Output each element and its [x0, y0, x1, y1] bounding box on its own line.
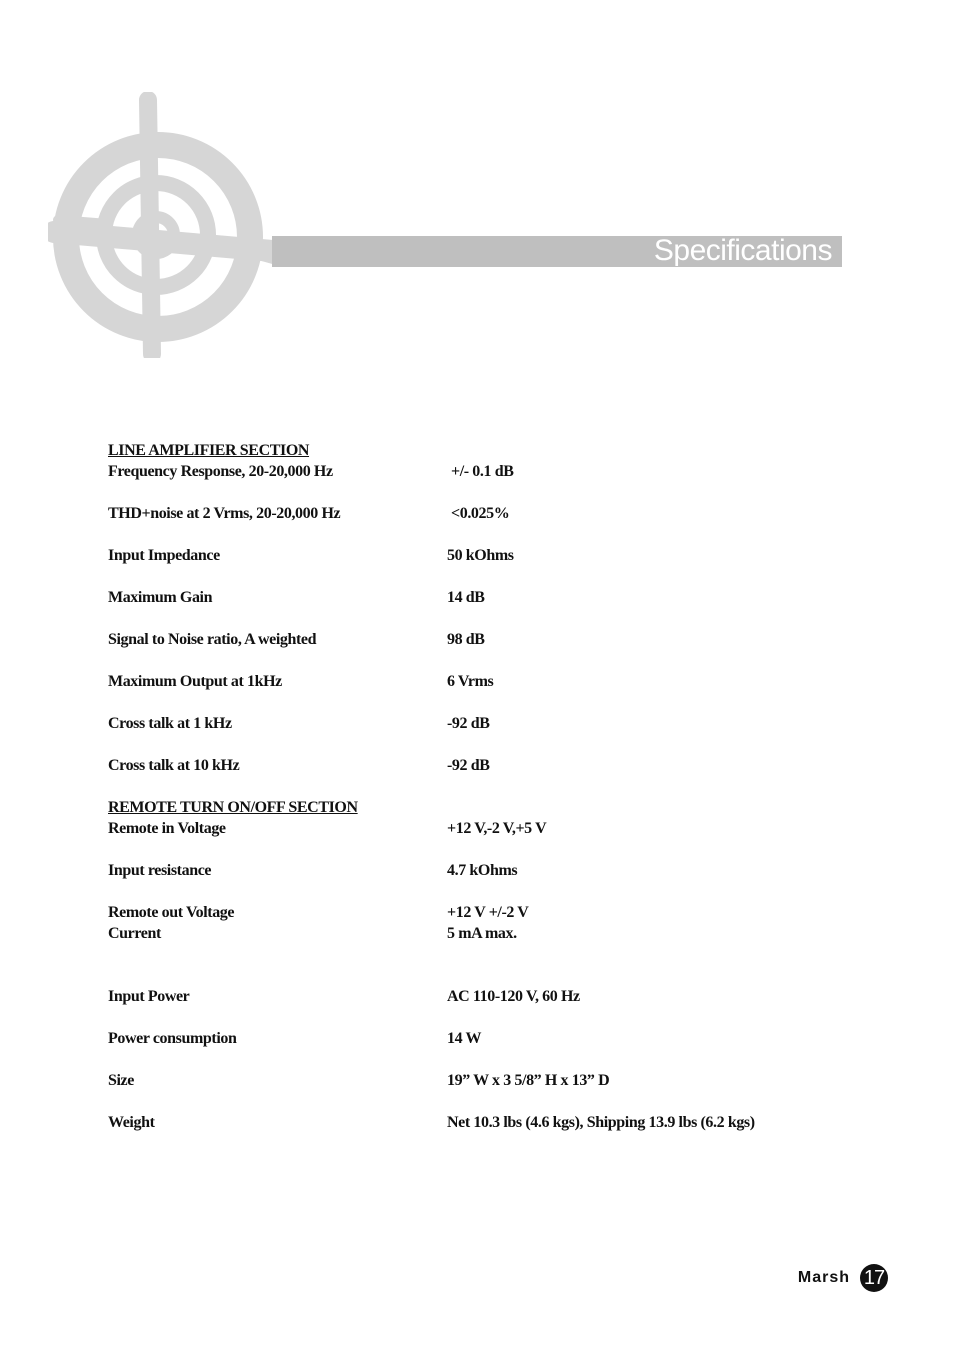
page-footer — [798, 1264, 888, 1292]
spec-label: Signal to Noise ratio, A weighted — [108, 631, 317, 648]
spec-row — [108, 755, 868, 776]
specifications-table — [108, 440, 868, 1133]
spec-row — [108, 1112, 868, 1133]
spec-value: AC 110-120 V, 60 Hz — [447, 988, 580, 1005]
title-bar — [272, 236, 842, 267]
brand-name: Marsh — [797, 1269, 850, 1286]
spec-value: 4.7 kOhms — [447, 862, 518, 879]
spec-value: Net 10.3 lbs (4.6 kgs), Shipping 13.9 lbs (6.2 kgs) — [447, 1114, 755, 1131]
spec-value: 98 dB — [447, 631, 485, 648]
spec-label: Remote out Voltage — [108, 904, 235, 921]
spec-label: Weight — [108, 1114, 155, 1131]
spec-row — [108, 1028, 868, 1049]
spec-value: -92 dB — [447, 757, 490, 774]
spec-label: Maximum Gain — [108, 589, 213, 606]
spec-row — [108, 860, 868, 881]
spec-row — [108, 902, 868, 923]
spec-value: +/- 0.1 dB — [451, 463, 514, 480]
spec-label: Input Power — [108, 988, 190, 1005]
page-number: 17 — [860, 1264, 888, 1292]
spec-label: Power consumption — [108, 1030, 237, 1047]
spec-value: +12 V,-2 V,+5 V — [447, 820, 547, 837]
spec-row — [108, 503, 868, 524]
spec-value: <0.025% — [451, 505, 510, 522]
spec-label: Size — [108, 1072, 134, 1089]
spec-value: 50 kOhms — [447, 547, 514, 564]
spec-row — [108, 923, 868, 944]
spec-label: Remote in Voltage — [108, 820, 226, 837]
spec-value: 5 mA max. — [447, 925, 517, 942]
spec-row — [108, 986, 868, 1007]
spec-value: 14 W — [447, 1030, 482, 1047]
section-heading-line-amplifier: LINE AMPLIFIER SECTION — [108, 442, 310, 459]
spec-label: Cross talk at 10 kHz — [108, 757, 240, 774]
spec-label: Maximum Output at 1kHz — [108, 673, 282, 690]
spec-row — [108, 818, 868, 839]
spec-row — [108, 671, 868, 692]
page-title: Specifications — [653, 234, 832, 267]
spec-label: Frequency Response, 20-20,000 Hz — [108, 463, 333, 480]
section-heading-remote: REMOTE TURN ON/OFF SECTION — [108, 799, 358, 816]
spec-row — [108, 1070, 868, 1091]
spec-value: 14 dB — [447, 589, 485, 606]
spec-label: Input Impedance — [108, 547, 220, 564]
spec-label: Current — [108, 925, 161, 942]
spec-row — [108, 545, 868, 566]
spec-label: Input resistance — [108, 862, 212, 879]
spec-value: 6 Vrms — [447, 673, 494, 690]
spec-value: 19” W x 3 5/8” H x 13” D — [447, 1072, 610, 1089]
spec-label: THD+noise at 2 Vrms, 20-20,000 Hz — [108, 505, 341, 522]
spec-row — [108, 713, 868, 734]
crosshair-logo-icon — [48, 92, 288, 358]
spec-row — [108, 629, 868, 650]
spec-value: -92 dB — [447, 715, 490, 732]
spec-row — [108, 461, 868, 482]
spec-row — [108, 587, 868, 608]
spec-label: Cross talk at 1 kHz — [108, 715, 232, 732]
spec-value: +12 V +/-2 V — [447, 904, 529, 921]
